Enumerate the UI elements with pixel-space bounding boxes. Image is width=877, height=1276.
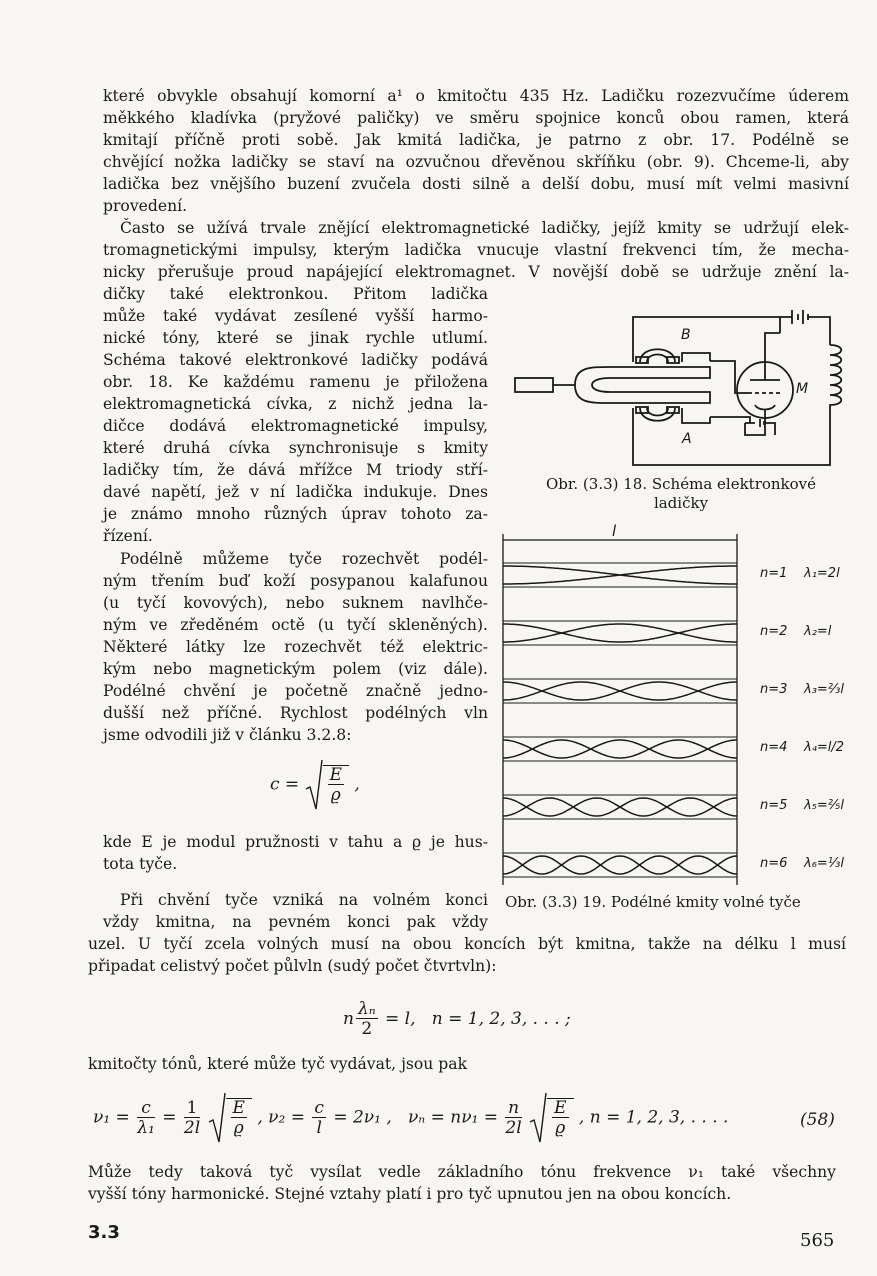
text-line: dičky také elektronkou. Přitom ladička [103,285,488,303]
eq-num: E [554,1098,567,1118]
eq-num: c [137,1099,155,1118]
text-line: kým nebo magnetickým polem (viz dále). [103,660,488,678]
eq-lhs: c = [270,774,300,795]
mode-4-envelope-lower [503,740,737,758]
text-line: ladička bez vnějšího buzení zvučela dosti silně a delší dobu, musí mít velmi masivní [103,175,849,193]
text-line: Schéma takové elektronkové ladičky podává [103,351,488,369]
eq-den: ϱ [330,785,341,805]
mode-4-lambda-label: λ₄=l/2 [804,740,845,755]
text-line: může také vydávat zesílené vyšší harmo- [103,307,488,325]
text-line: vždy kmitna, na pevném konci pak vždy [103,913,488,931]
eq-part: = 2ν₁ , [333,1107,392,1128]
text-line: Při chvění tyče vzniká na volném konci [120,891,488,909]
fig18-schematic [510,305,860,470]
mode-2-envelope-upper [503,624,737,642]
equation-velocity [270,765,360,805]
text-line: Podélně můžeme tyče rozechvět podél- [120,550,488,568]
text-line: obr. 18. Ke každému ramenu je přiložena [103,373,488,391]
text-line: chvějící nožka ladičky se staví na ozvučnou dřevěnou skříňku (obr. 9). Chceme-li, aby [103,153,849,171]
eq-tail: , [354,774,360,795]
text-line: kmitočty tónů, které může tyč vydávat, jsou pak [88,1055,468,1073]
label-m: M [796,381,809,397]
mode-4-n-label: n=4 [760,740,788,755]
mode-2-lambda-label: λ₂=l [804,624,832,639]
text-line: je známo mnoho různých úprav tohoto za- [103,505,488,523]
eq-den: 2 [361,1019,373,1039]
fork-handle [515,378,553,392]
text-line: tota tyče. [103,855,178,873]
text-line: nicky přerušuje proud napájející elektromagnet. V novější době se udržuje znění la- [103,263,849,281]
eq-rhs: = l, [385,1009,416,1029]
equation-number: (58) [800,1110,835,1130]
eq-part: , ν₂ = [257,1107,305,1128]
eq-sqrt [529,1098,573,1138]
text-line: vyšší tóny harmonické. Stejné vztahy platí i pro tyč upnutou jen na obou koncích. [88,1185,732,1203]
text-line: ladičky tím, že dává mřížce M triody stří- [103,461,488,479]
label-b: B [681,327,691,343]
fig19-length-label: l [612,522,617,540]
text-line: Podélné chvění je početně značně jedno- [103,682,488,700]
text-line: které druhá cívka synchronisuje s kmity [103,439,488,457]
fig18-caption [508,475,854,513]
eq-part: ν₁ = [93,1107,130,1128]
mode-5-lambda-label: λ₅=⅖l [804,798,845,813]
coil-a [640,408,675,421]
text-line: jsme odvodili již v článku 3.2.8: [103,726,352,744]
text-line: kmitají příčně proti sobě. Jak kmitá ladička, je patrno z obr. 17. Podélně se [103,131,849,149]
text-line: uzel. U tyčí zcela volných musí na obou koncích být kmitna, takže na délku l musí [88,935,846,953]
mode-6-envelope-lower [503,856,737,874]
eq-sqrt [305,765,349,805]
eq-range: n = 1, 2, 3, . . . ; [431,1009,571,1029]
eq-den: λ₁ [137,1117,155,1138]
mode-2-envelope-lower [503,624,737,642]
text-line: připadat celistvý počet půlvln (sudý počet čtvrtvln): [88,957,497,975]
eq-den: 2l [505,1117,522,1138]
fork-prongs [575,367,710,403]
text-line: Některé látky lze rozechvět též elektric- [103,638,488,656]
radical-sign [529,1092,547,1144]
mode-1-n-label: n=1 [760,566,788,581]
text-line: měkkého kladívka (pryžové paličky) ve směru spojnice konců obou ramen, která [103,109,849,127]
eq-num: c [314,1097,324,1118]
eq-den: 2l [183,1117,201,1138]
text-line: davé napětí, jež v ní ladička indukuje. Dnes [103,483,488,501]
mode-3-n-label: n=3 [760,682,788,697]
mode-6-lambda-label: λ₆=⅓l [804,856,845,871]
equation-halfwaves [343,1000,571,1039]
eq-part: νₙ = nν₁ = [407,1107,498,1128]
eq-num: n [505,1099,521,1118]
mode-5-n-label: n=5 [760,798,788,813]
fig19-caption: Obr. (3.3) 19. Podélné kmity volné tyče [505,893,801,911]
text-line: ným ve zředěném octě (u tyčí skleněných). [103,616,488,634]
eq-sqrt [208,1098,252,1138]
eq-num: 1 [184,1099,200,1118]
coil-b [640,349,675,362]
text-line: nické tóny, které se jinak rychle utlumí. [103,329,488,347]
mode-1-envelope-lower [503,566,737,584]
text-line: dušší než příčné. Rychlost podélných vln [103,704,488,722]
text-line: Často se užívá trvale znějící elektromagnetické ladičky, jejíž kmity se udržují elek- [120,219,849,237]
section-number: 3.3 [88,1222,120,1243]
text-line: kde E je modul pružnosti v tahu a ϱ je hus- [103,833,488,851]
eq-n: n [343,1009,354,1029]
text-line: (u tyčí kovových), nebo suknem navlhče- [103,594,488,612]
radical-sign [208,1092,226,1144]
caption-line: ladičky [653,494,709,512]
mode-2-n-label: n=2 [760,624,788,639]
eq-den: ϱ [233,1118,244,1138]
text-line: tromagnetickými impulsy, kterým ladička vnucuje vlastní frekvenci tím, že mecha- [103,241,849,259]
mode-4-envelope-upper [503,740,737,758]
battery [780,310,830,345]
equation-frequencies [93,1098,728,1138]
eq-num: E [232,1098,245,1118]
fig19-modes [495,530,750,890]
caption-line: Obr. (3.3) 18. Schéma elektronkové [545,475,817,493]
text-line: Může tedy taková tyč vysílat vedle základního tónu frekvence ν₁ také všechny [88,1163,836,1181]
text-line: řízení. [103,527,153,545]
mode-3-envelope-lower [503,682,737,700]
eq-num: λₙ [357,999,376,1019]
coil-inductor [830,345,841,425]
mode-1-lambda-label: λ₁=2l [804,566,840,581]
eq-den: l [316,1117,322,1138]
text-line: provedení. [103,197,188,215]
text-line: elektromagnetická cívka, z nichž jedna la- [103,395,488,413]
text-line: které obvykle obsahují komorní a¹ o kmitočtu 435 Hz. Ladičku rozezvučíme úderem [103,87,849,105]
eq-den: ϱ [555,1118,566,1138]
radical-sign [305,759,323,811]
label-a: A [682,431,692,447]
mode-6-n-label: n=6 [760,856,788,871]
eq-num: E [329,765,342,785]
text-line: ným třením buď koží posypanou kalafunou [103,572,488,590]
mode-3-lambda-label: λ₃=⅔l [804,682,845,697]
eq-part: = [162,1107,177,1128]
page-number: 565 [800,1230,835,1251]
mode-6-envelope-upper [503,856,737,874]
text-line: dičce dodává elektromagnetické impulsy, [103,417,488,435]
eq-part: , n = 1, 2, 3, . . . . [578,1107,729,1128]
